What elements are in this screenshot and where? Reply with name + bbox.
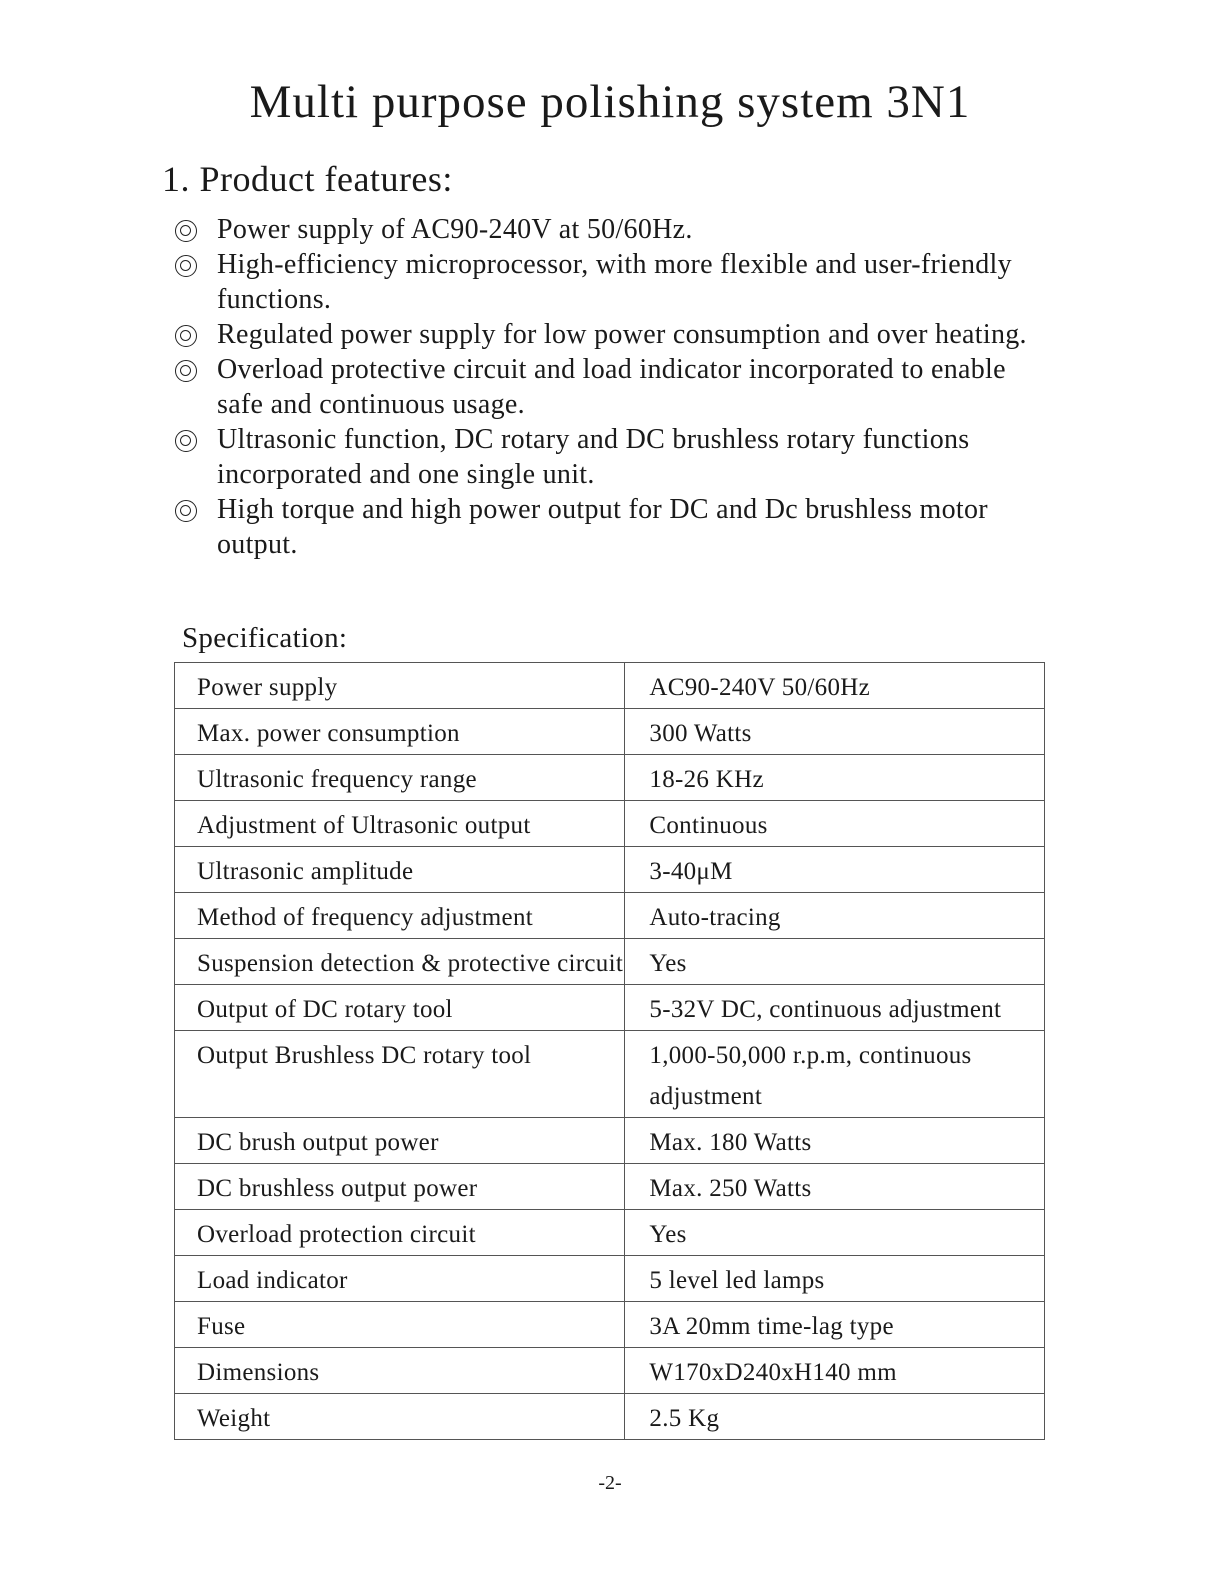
document-title: Multi purpose polishing system 3N1 (249, 76, 971, 128)
table-row (175, 1394, 1045, 1440)
product-features-list (172, 212, 1052, 562)
spec-label: Overload protection circuit (175, 1210, 625, 1256)
spec-label: Ultrasonic amplitude (175, 847, 625, 893)
double-circle-bullet-icon (175, 430, 197, 452)
spec-label: Power supply (175, 663, 625, 709)
table-row (175, 755, 1045, 801)
table-row (175, 709, 1045, 755)
spec-value: AC90-240V 50/60Hz (625, 663, 1045, 709)
table-row (175, 1302, 1045, 1348)
spec-label: Dimensions (175, 1348, 625, 1394)
table-row (175, 801, 1045, 847)
specification-table (174, 662, 1045, 1440)
table-row (175, 663, 1045, 709)
spec-value: 2.5 Kg (625, 1394, 1045, 1440)
specification-heading: Specification: (182, 622, 348, 654)
double-circle-bullet-icon (175, 325, 197, 347)
feature-text: High torque and high power output for DC and Dc brushless motor output. (217, 494, 988, 560)
spec-value: 300 Watts (625, 709, 1045, 755)
spec-value: 5 level led lamps (625, 1256, 1045, 1302)
double-circle-bullet-icon (175, 360, 197, 382)
product-features-heading: 1. Product features: (162, 159, 453, 199)
spec-label: Method of frequency adjustment (175, 893, 625, 939)
spec-value: Yes (625, 1210, 1045, 1256)
spec-value: W170xD240xH140 mm (625, 1348, 1045, 1394)
feature-item (172, 422, 1052, 492)
spec-value: 18-26 KHz (625, 755, 1045, 801)
spec-value: Max. 180 Watts (625, 1118, 1045, 1164)
feature-item (172, 492, 1052, 562)
spec-label: Fuse (175, 1302, 625, 1348)
table-row (175, 1164, 1045, 1210)
feature-item (172, 212, 1052, 247)
feature-text: Overload protective circuit and load indicator incorporated to enable safe and continuous usage. (217, 354, 1006, 420)
table-row (175, 1256, 1045, 1302)
feature-item (172, 317, 1052, 352)
table-row (175, 939, 1045, 985)
spec-label: Output Brushless DC rotary tool (175, 1031, 625, 1118)
spec-value: Auto-tracing (625, 893, 1045, 939)
spec-value: 1,000-50,000 r.p.m, continuous adjustment (625, 1031, 1045, 1118)
spec-value: 5-32V DC, continuous adjustment (625, 985, 1045, 1031)
spec-value: 3A 20mm time-lag type (625, 1302, 1045, 1348)
spec-label: Adjustment of Ultrasonic output (175, 801, 625, 847)
spec-value: Yes (625, 939, 1045, 985)
spec-label: Suspension detection & protective circuit (175, 939, 625, 985)
spec-value: Continuous (625, 801, 1045, 847)
table-row (175, 893, 1045, 939)
double-circle-bullet-icon (175, 255, 197, 277)
table-row (175, 847, 1045, 893)
spec-label: Max. power consumption (175, 709, 625, 755)
double-circle-bullet-icon (175, 220, 197, 242)
table-row (175, 1031, 1045, 1118)
spec-label: Load indicator (175, 1256, 625, 1302)
spec-value: 3-40μM (625, 847, 1045, 893)
spec-label: Output of DC rotary tool (175, 985, 625, 1031)
table-row (175, 1348, 1045, 1394)
feature-item (172, 247, 1052, 317)
feature-item (172, 352, 1052, 422)
feature-text: Regulated power supply for low power consumption and over heating. (217, 319, 1027, 350)
page-number: -2- (598, 1472, 622, 1494)
spec-label: Weight (175, 1394, 625, 1440)
double-circle-bullet-icon (175, 500, 197, 522)
feature-text: Power supply of AC90-240V at 50/60Hz. (217, 214, 693, 245)
table-row (175, 985, 1045, 1031)
spec-label: DC brush output power (175, 1118, 625, 1164)
feature-text: Ultrasonic function, DC rotary and DC brushless rotary functions incorporated and one single unit. (217, 424, 970, 490)
table-row (175, 1118, 1045, 1164)
spec-label: Ultrasonic frequency range (175, 755, 625, 801)
spec-label: DC brushless output power (175, 1164, 625, 1210)
spec-value: Max. 250 Watts (625, 1164, 1045, 1210)
feature-text: High-efficiency microprocessor, with more flexible and user-friendly functions. (217, 249, 1012, 315)
table-row (175, 1210, 1045, 1256)
